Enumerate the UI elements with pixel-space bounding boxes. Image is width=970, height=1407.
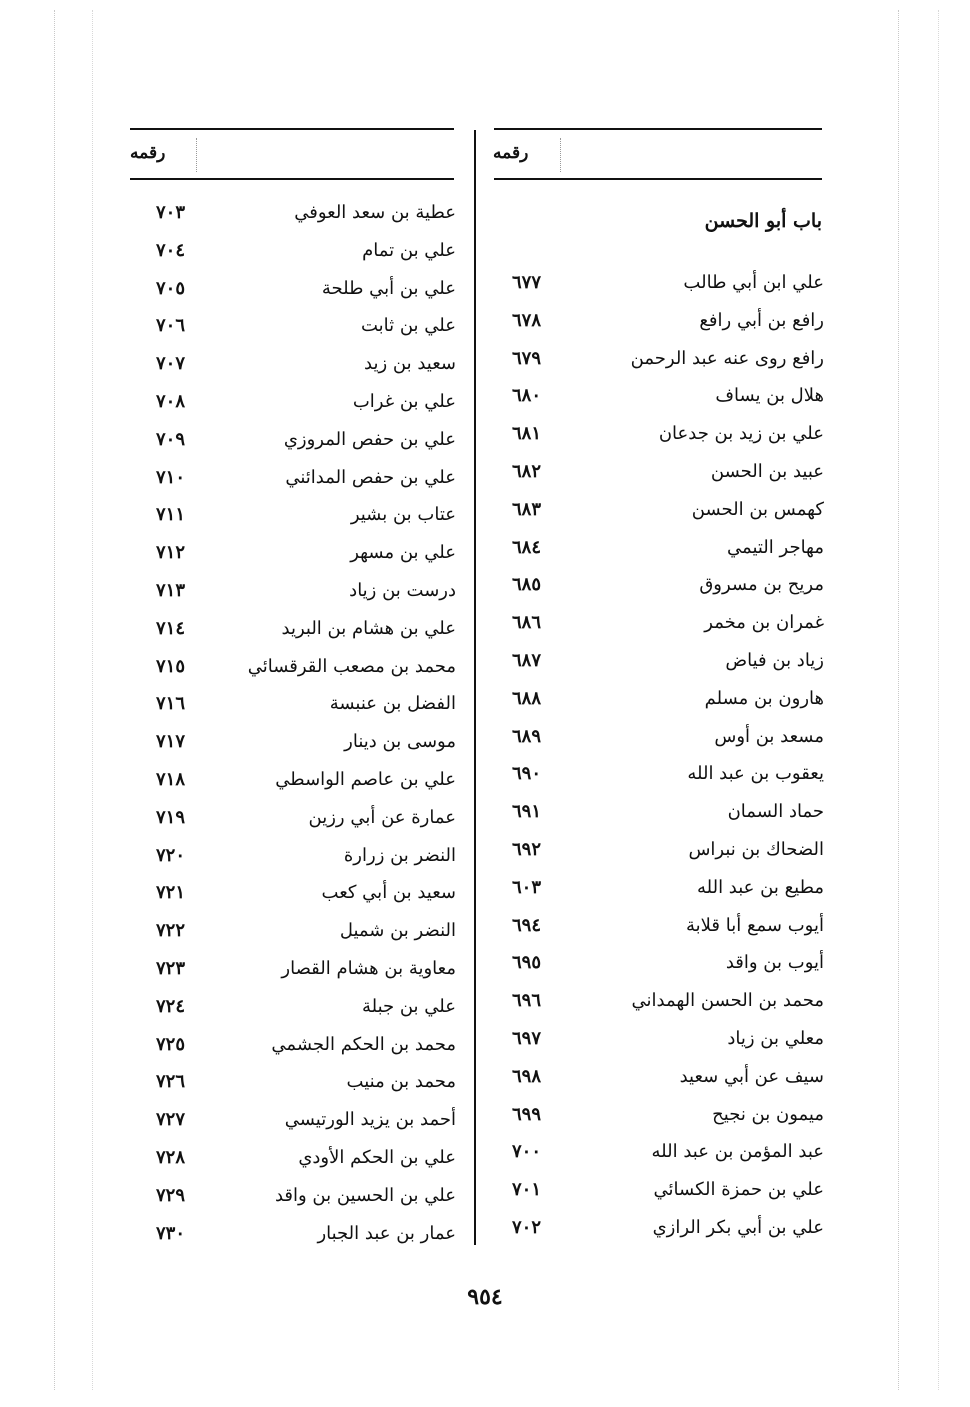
entry-number: ٧٢٧ (156, 1109, 186, 1131)
header-tick (196, 138, 197, 172)
list-item (120, 196, 456, 234)
list-item (120, 801, 456, 839)
entry-number: ٧٢٦ (156, 1071, 186, 1093)
list-item (120, 687, 456, 725)
entry-name: علي بن عاصم الواسطي (275, 768, 456, 790)
list-item (120, 839, 456, 877)
entry-number: ٧١٣ (156, 579, 186, 601)
list-item (120, 309, 456, 347)
list-item (120, 272, 456, 310)
list-item (488, 342, 824, 380)
entry-name: رافع روى عنه عبد الرحمن (630, 347, 824, 369)
list-item (120, 763, 456, 801)
entry-name: علي بن زيد بن جدعان (658, 423, 824, 445)
entry-name: موسى بن دينار (344, 731, 456, 753)
list-item (488, 682, 824, 720)
list-item (488, 1173, 824, 1211)
entry-name: علي بن أبي طلحة (321, 277, 456, 299)
list-item (488, 455, 824, 493)
entry-number: ٧٠٣ (156, 202, 186, 223)
entry-number: ٧١٠ (156, 466, 186, 488)
entry-name: محمد بن الحكم الجشمي (271, 1033, 456, 1055)
right-top-rule (494, 128, 822, 130)
entry-name: ميمون بن نجيح (712, 1103, 824, 1125)
list-item (488, 379, 824, 417)
entry-name: عمارة عن أبي رزين (308, 806, 456, 828)
entry-name: مهاجر التيمي (727, 536, 824, 558)
entry-number: ٧١٦ (156, 693, 186, 715)
entry-number: ٦٧٧ (512, 272, 542, 293)
list-item (488, 1098, 824, 1136)
list-item (120, 952, 456, 990)
entry-number: ٧٢٠ (156, 844, 186, 866)
entry-number: ٧٢٢ (156, 920, 186, 942)
list-item (120, 1065, 456, 1103)
list-item (488, 304, 824, 342)
entry-number: ٧٠٦ (156, 315, 186, 337)
entry-name: عطية بن سعد العوفي (294, 202, 456, 223)
entry-name: النضر بن زرارة (343, 844, 456, 866)
entry-name: مطيع بن عبد الله (696, 876, 824, 898)
entry-name: رافع بن أبي رافع (699, 309, 824, 331)
list-item (488, 757, 824, 795)
list-item (120, 612, 456, 650)
section-title: باب أبو الحسن (704, 210, 822, 232)
entry-number: ٦٩٠ (512, 763, 542, 785)
right-column-header: رقمه (493, 143, 529, 163)
list-item (120, 1141, 456, 1179)
list-item (488, 493, 824, 531)
entry-number: ٧٢٨ (156, 1146, 186, 1168)
right-entry-list (488, 266, 824, 1249)
list-item (120, 1179, 456, 1217)
entry-name: علي بن تمام (362, 239, 456, 261)
entry-number: ٧٠٧ (156, 353, 186, 375)
left-header-rule (130, 178, 454, 180)
list-item (120, 461, 456, 499)
entry-name: أيوب سمع أبا قلابة (686, 914, 824, 936)
entry-number: ٦٩٥ (512, 952, 542, 974)
list-item (120, 725, 456, 763)
list-item (488, 1211, 824, 1249)
entry-name: الضحاك بن نبراس (688, 838, 824, 860)
entry-name: علي بن جبلة (361, 995, 456, 1017)
entry-name: هلال بن يساف (715, 385, 824, 407)
entry-number: ٧٠٤ (156, 239, 186, 261)
list-item (488, 871, 824, 909)
entry-name: علي بن غراب (352, 390, 456, 412)
entry-name: هارون بن مسلم (704, 687, 824, 709)
entry-number: ٦٠٣ (512, 876, 542, 898)
entry-number: ٦٧٨ (512, 309, 542, 331)
list-item (488, 833, 824, 871)
entry-name: علي بن حفص المدائني (285, 466, 456, 488)
list-item (488, 606, 824, 644)
entry-name: غمران بن مخمر (704, 612, 824, 634)
scan-artifact-line (938, 10, 939, 1390)
entry-number: ٧٢٩ (156, 1184, 186, 1206)
entry-name: مريح بن مسروق (699, 574, 824, 596)
left-column-header: رقمه (130, 143, 166, 163)
list-item (120, 1028, 456, 1066)
entry-name: الفضل بن عنبسة (329, 693, 456, 715)
entry-number: ٧٠٢ (512, 1216, 542, 1238)
entry-number: ٦٩١ (512, 801, 542, 823)
entry-name: أيوب بن واقد (725, 952, 824, 974)
entry-number: ٦٧٩ (512, 347, 542, 369)
entry-name: درست بن زياد (349, 579, 456, 601)
entry-name: علي بن مسهر (350, 542, 456, 564)
entry-name: عتاب بن بشير (350, 504, 456, 526)
entry-name: معلي بن زياد (727, 1027, 824, 1049)
entry-number: ٧١٢ (156, 542, 186, 564)
column-divider (474, 130, 476, 1245)
entry-name: يعقوب بن عبد الله (687, 763, 824, 785)
list-item (120, 423, 456, 461)
entry-number: ٦٨١ (512, 423, 542, 445)
entry-name: حماد السمان (727, 801, 824, 823)
list-item (488, 1060, 824, 1098)
entry-name: سعيد بن أبي كعب (321, 882, 456, 904)
entry-name: علي بن أبي بكر الرازي (652, 1216, 824, 1238)
list-item (488, 1022, 824, 1060)
entry-number: ٧٠٨ (156, 390, 186, 412)
list-item (488, 946, 824, 984)
entry-name: محمد بن الحسن الهمداني (631, 990, 824, 1012)
entry-number: ٧٢٣ (156, 957, 186, 979)
entry-number: ٧٠١ (512, 1179, 542, 1201)
entry-number: ٧٠٩ (156, 428, 186, 450)
list-item (488, 909, 824, 947)
list-item (488, 568, 824, 606)
list-item (120, 234, 456, 272)
entry-name: سيف عن أبي سعيد (679, 1065, 824, 1087)
entry-name: مسعد بن أوس (714, 725, 824, 747)
entry-number: ٦٨٧ (512, 649, 542, 671)
entry-number: ٧٢١ (156, 882, 186, 904)
entry-number: ٦٨٠ (512, 385, 542, 407)
entry-number: ٧١١ (156, 504, 186, 526)
entry-number: ٦٩٧ (512, 1027, 542, 1049)
list-item (488, 795, 824, 833)
entry-number: ٦٨٥ (512, 574, 542, 596)
entry-name: علي بن الحكم الأودي (298, 1146, 456, 1168)
entry-number: ٧٠٠ (512, 1141, 542, 1163)
entry-number: ٦٨٣ (512, 498, 542, 520)
scan-artifact-line (54, 10, 55, 1390)
entry-name: محمد بن منيب (346, 1071, 456, 1093)
entry-name: عبد المؤمن بن عبد الله (651, 1141, 824, 1163)
entry-number: ٦٨٦ (512, 612, 542, 634)
entry-number: ٦٨٤ (512, 536, 542, 558)
list-item (120, 574, 456, 612)
list-item (120, 914, 456, 952)
entry-number: ٧١٨ (156, 768, 186, 790)
list-item (120, 990, 456, 1028)
entry-number: ٦٩٦ (512, 990, 542, 1012)
scan-artifact-line (92, 10, 93, 1390)
entry-number: ٧١٩ (156, 806, 186, 828)
list-item (120, 1217, 456, 1255)
entry-number: ٦٩٤ (512, 914, 542, 936)
list-item (120, 498, 456, 536)
entry-name: عمار بن عبد الجبار (317, 1222, 456, 1244)
list-item (120, 536, 456, 574)
entry-number: ٦٨٢ (512, 460, 542, 482)
entry-name: علي بن ثابت (360, 315, 456, 337)
entry-number: ٧١٥ (156, 655, 186, 677)
list-item (488, 266, 824, 304)
list-item (488, 1135, 824, 1173)
page-number: ٩٥٤ (467, 1284, 503, 1310)
entry-number: ٧١٤ (156, 617, 186, 639)
entry-name: أحمد بن يزيد الورتيسي (284, 1109, 456, 1131)
entry-name: كهمس بن الحسن (691, 498, 824, 520)
list-item (488, 531, 824, 569)
entry-number: ٧٣٠ (156, 1222, 186, 1244)
entry-name: عبيد بن الحسن (710, 460, 824, 482)
right-header-rule (494, 178, 822, 180)
entry-name: سعيد بن زيد (364, 353, 456, 375)
list-item (120, 650, 456, 688)
left-entry-list (120, 196, 456, 1254)
entry-number: ٦٩٩ (512, 1103, 542, 1125)
list-item (488, 720, 824, 758)
entry-number: ٧٢٤ (156, 995, 186, 1017)
entry-name: علي بن هشام بن البريد (281, 617, 456, 639)
entry-number: ٦٨٩ (512, 725, 542, 747)
entry-name: علي بن حمزة الكسائي (653, 1179, 824, 1201)
left-top-rule (130, 128, 454, 130)
entry-name: علي ابن أبي طالب (683, 272, 824, 293)
list-item (488, 984, 824, 1022)
entry-number: ٦٩٨ (512, 1065, 542, 1087)
entry-name: علي بن الحسين بن واقد (274, 1184, 456, 1206)
header-tick (560, 138, 561, 172)
entry-number: ٦٨٨ (512, 687, 542, 709)
entry-number: ٧٢٥ (156, 1033, 186, 1055)
list-item (120, 347, 456, 385)
entry-name: محمد بن مصعب القرقسائي (247, 655, 456, 677)
scan-artifact-line (898, 10, 899, 1390)
entry-number: ٧١٧ (156, 731, 186, 753)
entry-name: زياد بن فياض (725, 649, 824, 671)
list-item (488, 644, 824, 682)
entry-number: ٦٩٢ (512, 838, 542, 860)
list-item (120, 385, 456, 423)
list-item (120, 876, 456, 914)
list-item (120, 1103, 456, 1141)
entry-name: معاوية بن هشام القصار (281, 957, 456, 979)
entry-name: علي بن حفص المروزي (283, 428, 456, 450)
entry-name: النضر بن شميل (339, 920, 456, 942)
list-item (488, 417, 824, 455)
entry-number: ٧٠٥ (156, 277, 186, 299)
